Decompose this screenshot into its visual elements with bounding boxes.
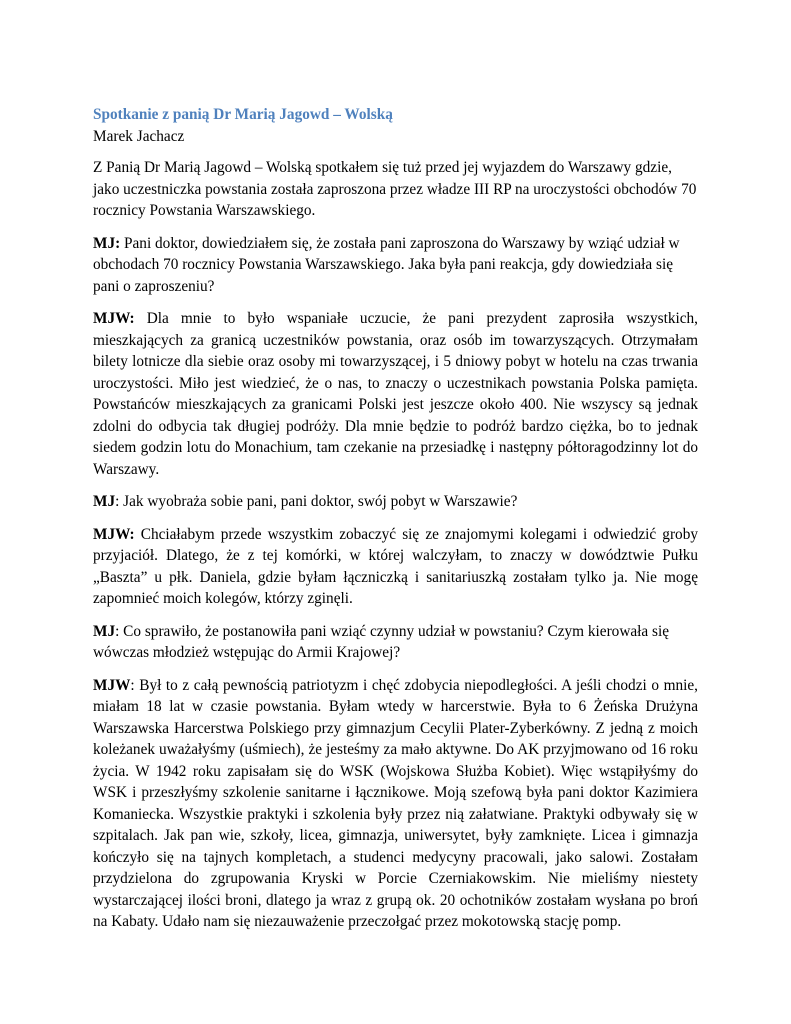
document-page [93,104,698,944]
exchange-text: : Co sprawiło, że postanowiła pani wziąć czynny udział w powstaniu? Czym kierowała się wówczas młodzież wstępując do Armii Krajowej? [93,622,670,661]
exchange-text: Pani doktor, dowiedziałem się, że została pani zaproszona do Warszawy by wziąć udział w obchodach 70 rocznicy Powstania Warszawskiego. Jaka była pani reakcja, gdy dowiedziała się pani o zaproszeniu? [93,234,680,295]
speaker-label: MJW: [93,525,135,543]
speaker-label: MJ: [93,234,121,252]
article-title: Spotkanie z panią Dr Marią Jagowd – Wolską [93,106,393,123]
speaker-label: MJW [93,676,131,694]
speaker-label: MJ [93,493,116,510]
exchange-paragraph [93,308,698,480]
exchange-paragraph [93,675,698,933]
exchange-text: Dla mnie to było wspaniałe uczucie, że pani prezydent zaprosiła wszystkich, mieszkających za granicą uczestników powstania, oraz osób im towarzyszących. Otrzymałam bilety lotnicze dla siebie oraz osoby mi towarzyszącej, i 5 dniowy pobyt w hotelu na czas trwania uroczystości. Miło jest wiedzieć, że o nas, to znaczy o uczestnikach powstania Polska pamięta. Powstańców mieszkających za granicami Polski jest jeszcze około 400. Nie wszyscy są jednak zdolni do odbycia tak długiej podróży. Dla mnie będzie to podróż bardzo ciężka, bo to jednak siedem godzin lotu do Monachium, tam czekanie na przesiadkę i następny półtoragodzinny lot do Warszawy. [93,310,698,478]
speaker-label: MJW: [93,310,135,327]
exchange-paragraph [93,233,698,298]
exchange-paragraph [93,621,698,664]
exchange-text: Chciałabym przede wszystkim zobaczyć się ze znajomymi kolegami i odwiedzić groby przyjaciół. Dlatego, że z tej komórki, w której walczyłam, to znaczy w dowództwie Pułku „Baszta” u płk. Daniela, gdzie byłam łączniczką i sanitariuszką zostałam tylko ja. Nie mogę zapomnieć moich kolegów, którzy zginęli. [93,525,698,607]
exchange-paragraph [93,524,698,610]
speaker-label: MJ [93,622,116,640]
exchange-text: : Był to z całą pewnością patriotyzm i chęć zdobycia niepodległości. A jeśli chodzi o mnie, miałam 18 lat w czasie powstania. Byłam wtedy w harcerstwie. Była to 6 Żeńska Drużyna Warszawska Harcerstwa Polskiego przy gimnazjum Cecylii Plater-Zyberkówny. Z jedną z moich koleżanek uważałyśmy (uśmiech), że jesteśmy za mało aktywne. Do AK przyjmowano od 16 roku życia. W 1942 roku zapisałam się do WSK (Wojskowa Służba Kobiet). Więc wstąpiłyśmy do WSK i przeszłyśmy szkolenie sanitarne i łącznikowe. Moją szefową była pani doktor Kazimiera Komaniecka. Wszystkie praktyki i szkolenia były przez nią załatwiane. Praktyki odbywały się w szpitalach. Jak pan wie, szkoły, licea, gimnazja, uniwersytet, były zamknięte. Licea i gimnazja kończyło się na tajnych kompletach, a studenci medycyny pracowali, jako salowi. Zostałam przydzielona do zgrupowania Kryski w Porcie Czerniakowskim. Nie mieliśmy niestety wystarczającej ilości broni, dlatego ja wraz z grupą ok. 20 ochotników zostałam wysłana po broń na Kabaty. Udało nam się niezauważenie przeczołgać przez mokotowską stację pomp. [93,676,698,930]
intro-paragraph: Z Panią Dr Marią Jagowd – Wolską spotkałem się tuż przed jej wyjazdem do Warszawy gdzie, jako uczestniczka powstania została zaproszona przez władze III RP na uroczystości obchodów 70 rocznicy Powstania Warszawskiego. [93,159,697,219]
article-author: Marek Jachacz [93,127,185,145]
exchange-text: : Jak wyobraża sobie pani, pani doktor, swój pobyt w Warszawie? [115,493,518,510]
exchange-paragraph [93,491,698,513]
